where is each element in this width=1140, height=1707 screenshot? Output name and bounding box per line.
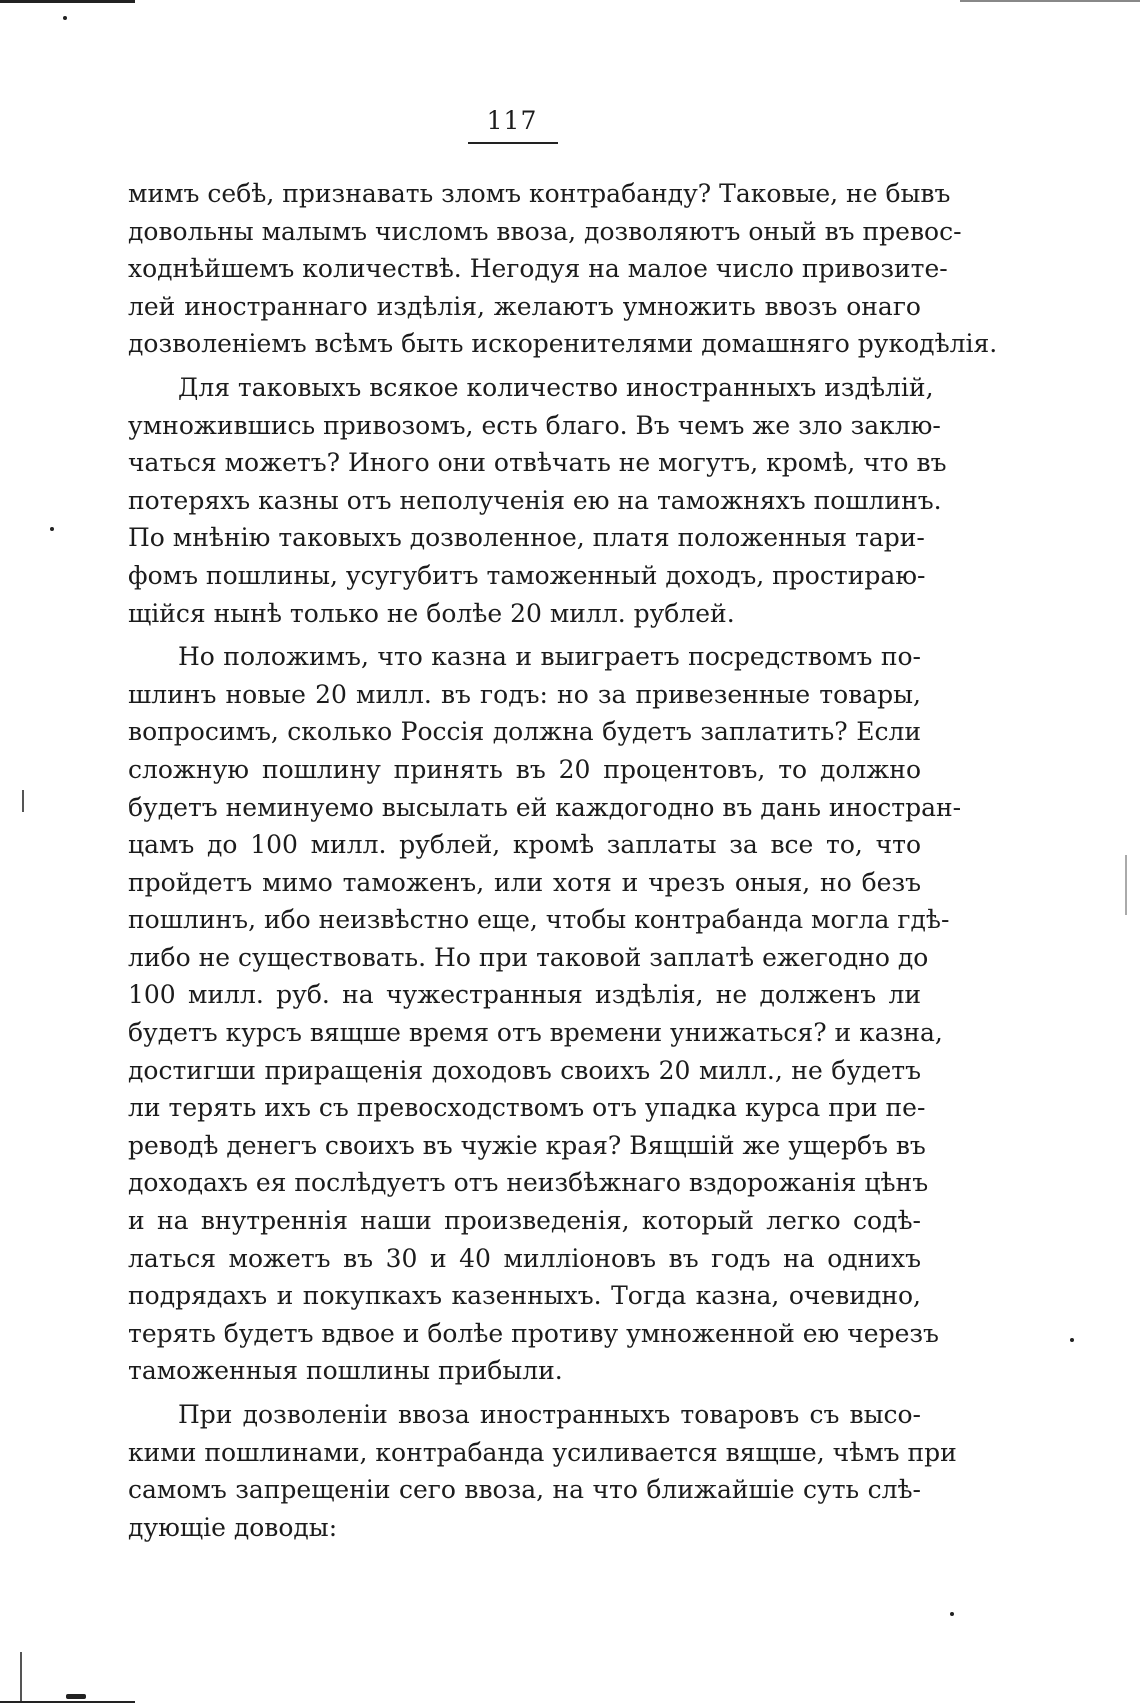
scan-edge-rule (0, 1701, 135, 1703)
paragraph (128, 1396, 957, 1546)
text-line: будетъ курсъ вящше время отъ времени унижаться? и казна, (128, 1018, 943, 1048)
text-line: По мнѣнію таковыхъ дозволенное, платя положенныя тари- (128, 523, 925, 553)
text-line: таможенныя пошлины прибыли. (128, 1356, 563, 1386)
text-line: дозволеніемъ всѣмъ быть искоренителями домашняго рукодѣлія. (128, 329, 998, 359)
text-line: потеряхъ казны отъ неполученія ею на таможняхъ пошлинъ. (128, 485, 942, 515)
text-line: ли терять ихъ съ превосходствомъ отъ упадка курса при пе- (128, 1093, 926, 1123)
text-line: лей иностраннаго издѣлія, желаютъ умножить ввозъ онаго (128, 291, 921, 321)
margin-mark (1125, 855, 1127, 915)
ink-speck (63, 16, 67, 20)
text-line: ходнѣйшемъ количествѣ. Негодуя на малое число привозите- (128, 254, 948, 284)
text-line: При дозволеніи ввоза иностранныхъ товаровъ съ высо- (178, 1400, 921, 1429)
text-line: Для таковыхъ всякое количество иностранныхъ издѣлій, (178, 372, 934, 402)
text-line: умножившись привозомъ, есть благо. Въ чемъ же зло заклю- (128, 410, 941, 440)
scan-edge-rule (0, 0, 135, 3)
text-line: и на внутреннія наши произведенія, который легко содѣ- (128, 1206, 921, 1236)
text-line: мимъ себѣ, признавать зломъ контрабанду? Таковые, не бывъ (128, 179, 951, 208)
text-line: пошлинъ, ибо неизвѣстно еще, чтобы контрабанда могла гдѣ- (128, 905, 950, 935)
text-line: будетъ неминуемо высылать ей каждогодно въ дань иностран- (128, 792, 962, 822)
text-line: реводѣ денегъ своихъ въ чужіе края? Вящшій же ущербъ въ (128, 1130, 926, 1160)
page-number-underline (468, 142, 558, 144)
text-line: щійся нынѣ только не болѣе 20 милл. рублей. (128, 598, 735, 628)
text-line: сложную пошлину принять въ 20 процентовъ, то должно (128, 754, 921, 784)
text-line: подрядахъ и покупкахъ казенныхъ. Тогда казна, очевидно, (128, 1281, 921, 1311)
text-line: доходахъ ея послѣдуетъ отъ неизбѣжнаго вздорожанія цѣнъ (128, 1168, 929, 1198)
text-line: цамъ до 100 милл. рублей, кромѣ заплаты за все то, что (128, 830, 921, 860)
text-line: шлинъ новые 20 милл. въ годъ: но за привезенные товары, (128, 679, 921, 709)
text-line: терять будетъ вдвое и болѣе противу умноженной ею черезъ (128, 1318, 939, 1348)
text-line: дующіе доводы: (128, 1512, 338, 1542)
text-line: довольны малымъ числомъ ввоза, дозволяютъ оный въ превос- (128, 216, 962, 246)
ink-speck (950, 1612, 954, 1616)
margin-mark (20, 1652, 22, 1702)
text-line: либо не существовать. Но при таковой заплатѣ ежегодно до (128, 942, 929, 972)
body-text (128, 175, 998, 1546)
page-number: 117 (486, 106, 538, 135)
text-line: достигши приращенія доходовъ своихъ 20 милл., не будетъ (128, 1055, 921, 1085)
ink-speck (50, 527, 54, 531)
ink-speck (1070, 1338, 1074, 1342)
text-line: самомъ запрещеніи сего ввоза, на что ближайшіе суть слѣ- (128, 1475, 921, 1505)
text-line: чаться можетъ? Иного они отвѣчать не могутъ, кромѣ, что въ (128, 448, 947, 478)
text-line: пройдетъ мимо таможенъ, или хотя и чрезъ оныя, но безъ (128, 867, 921, 897)
text-line: 100 милл. руб. на чужестранныя издѣлія, не долженъ ли (128, 980, 921, 1010)
scan-edge-rule (960, 0, 1140, 2)
paragraph (128, 369, 947, 632)
paragraph (128, 175, 998, 363)
paragraph (128, 638, 962, 1390)
text-line: латься можетъ въ 30 и 40 милліоновъ въ годъ на однихъ (128, 1243, 921, 1273)
text-line: кими пошлинами, контрабанда усиливается вящше, чѣмъ при (128, 1437, 957, 1467)
text-line: Но положимъ, что казна и выиграетъ посредствомъ по- (178, 642, 921, 672)
margin-mark (22, 790, 24, 812)
text-line: вопросимъ, сколько Россія должна будетъ заплатить? Если (128, 717, 921, 747)
ink-blot (66, 1694, 86, 1699)
text-line: фомъ пошлины, усугубитъ таможенный доходъ, простираю- (128, 560, 926, 590)
